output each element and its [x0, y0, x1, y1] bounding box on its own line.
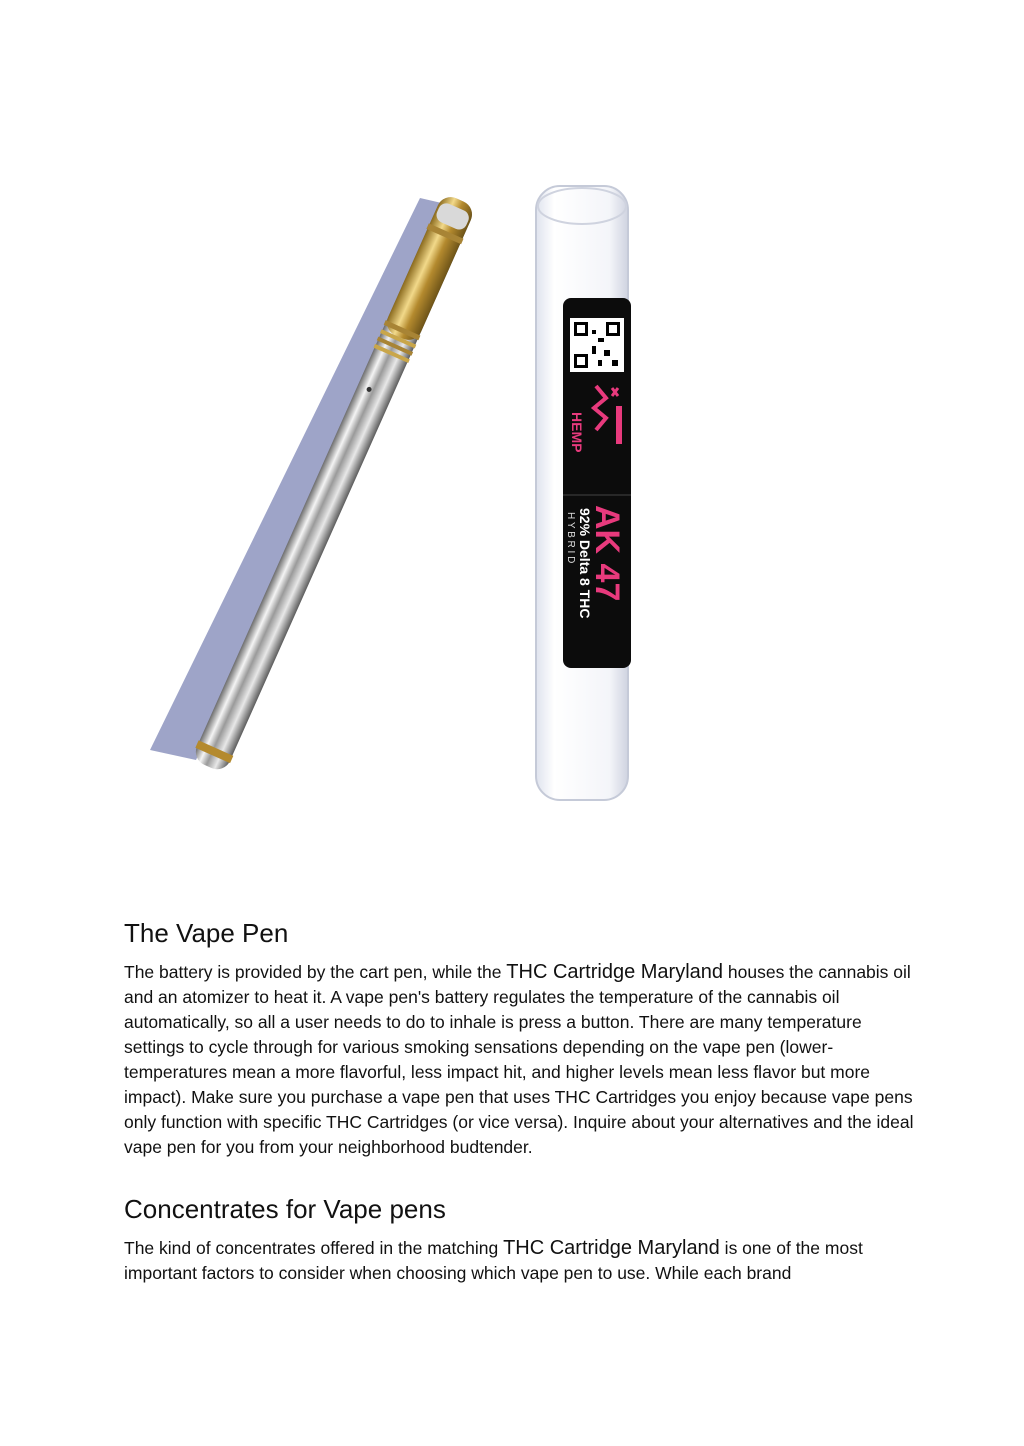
paragraph-text: The kind of concentrates offered in the matching [124, 1238, 504, 1258]
product-photo [120, 160, 680, 820]
keyword-link[interactable]: THC Cartridge Maryland [506, 961, 724, 983]
section-heading-concentrates: Concentrates for Vape pens [124, 1194, 446, 1224]
section-paragraph-concentrates [124, 1236, 914, 1286]
vape-pen [190, 192, 477, 774]
cartridge-tube [536, 186, 631, 800]
brand-logo-text: HEMP [569, 412, 585, 453]
article-content [124, 916, 914, 1318]
strain-name: AK 47 [588, 505, 626, 602]
paragraph-text: The battery is provided by the cart pen, while the [124, 962, 507, 982]
paragraph-text: is one of the most important factors to consider when choosing which vape pen to use. While each brand [124, 1238, 863, 1283]
keyword-link[interactable]: THC Cartridge Maryland [503, 1237, 720, 1259]
type-text: H Y B R I D [565, 512, 576, 564]
qr-code-icon [570, 318, 624, 372]
pen-shadow [150, 198, 446, 760]
section-heading-vape-pen: The Vape Pen [124, 918, 289, 948]
paragraph-text: houses the cannabis oil and an atomizer to heat it. A vape pen's battery regulates the temperature of the cannabis oil automatically, so all a user needs to do to inhale is press a button. There are many temperature settings to cycle through for various smoking sensations depending on the vape pen (lower-temperatures mean a more flavorful, less impact hit, and higher levels mean less flavor but more impact). Make sure you purchase a vape pen that uses THC Cartridges you enjoy because vape pens only function with specific THC Cartridges (or vice versa). Inquire about your alternatives and the ideal vape pen for you from your neighborhood budtender. [124, 962, 914, 1157]
potency-text: 92% Delta 8 THC [577, 508, 593, 619]
section-paragraph-vape-pen [124, 960, 914, 1160]
